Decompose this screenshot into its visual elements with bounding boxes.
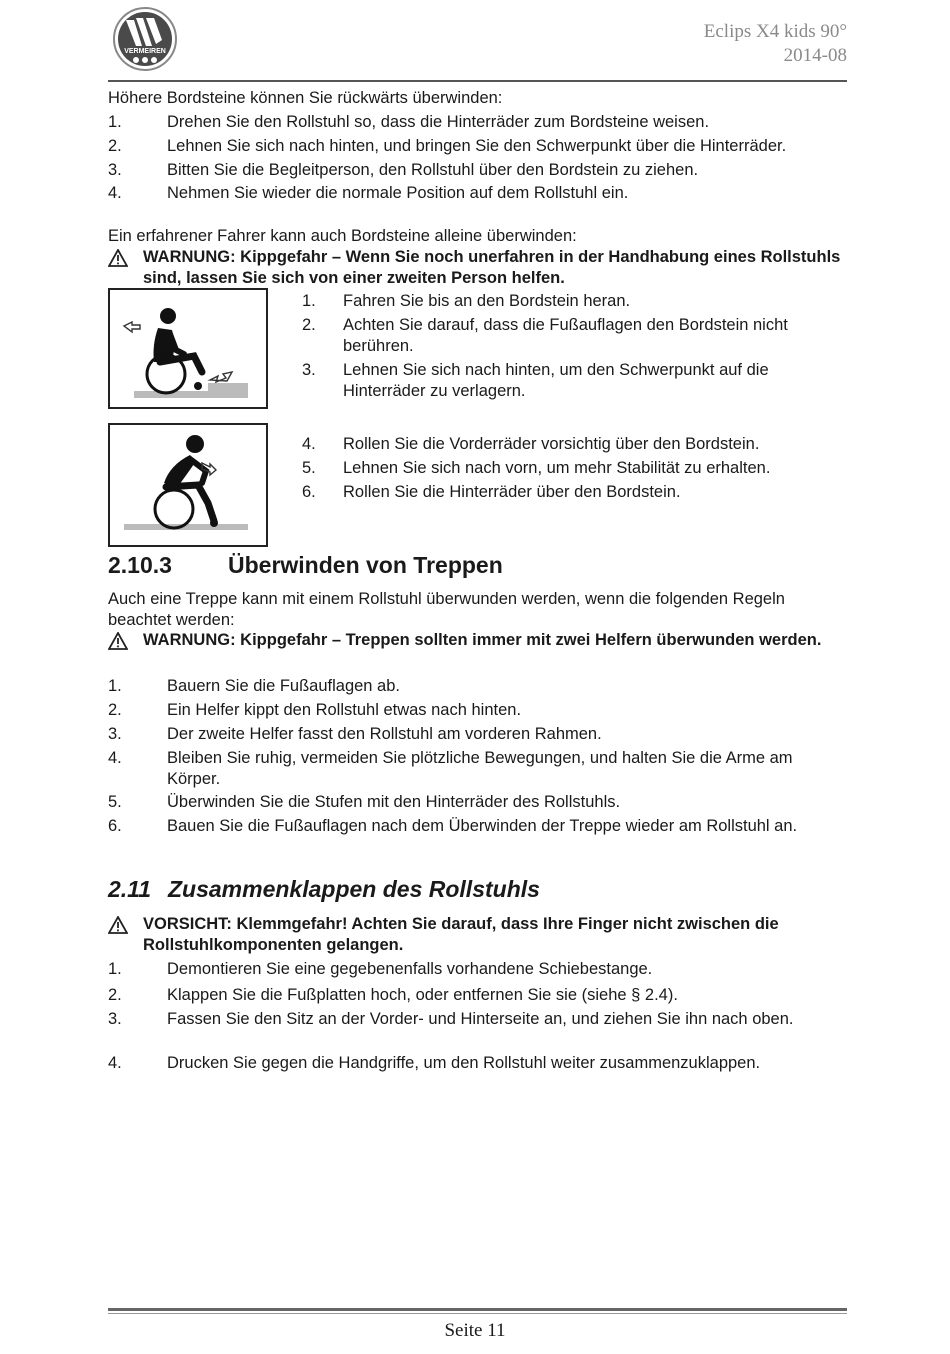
step-text: Lehnen Sie sich nach hinten, um den Schwerpunkt auf die Hinterräder zu verlagern.	[343, 361, 769, 400]
svg-text:VERMEIREN: VERMEIREN	[124, 48, 166, 55]
section-number: 2.10.3	[108, 552, 172, 578]
curbs-backwards-intro: Höhere Bordsteine können Sie rückwärts überwinden:	[108, 89, 503, 107]
step-number: 2.	[108, 986, 122, 1004]
step-text: Bauern Sie die Fußauflagen ab.	[167, 677, 400, 695]
figure-wheelchair-tilt-back	[108, 288, 268, 409]
header-rule	[108, 80, 847, 82]
doc-date: 2014-08	[783, 45, 847, 66]
step-number: 2.	[108, 137, 122, 155]
step-number: 2.	[302, 316, 316, 334]
step-number: 1.	[108, 677, 122, 695]
step-text: Rollen Sie die Hinterräder über den Bordstein.	[343, 483, 681, 501]
step-number: 5.	[302, 459, 316, 477]
step-text: Nehmen Sie wieder die normale Position auf dem Rollstuhl ein.	[167, 184, 629, 202]
section-number: 2.11	[108, 876, 152, 902]
document-header	[547, 20, 847, 68]
step-text: Drehen Sie den Rollstuhl so, dass die Hinterräder zum Bordsteine weisen.	[167, 113, 710, 131]
step-text: Lehnen Sie sich nach hinten, und bringen Sie den Schwerpunkt über die Hinterräder.	[167, 137, 787, 155]
step-text: Demontieren Sie eine gegebenenfalls vorhandene Schiebestange.	[167, 960, 653, 978]
step-number: 6.	[108, 817, 122, 835]
step-number: 3.	[108, 161, 122, 179]
page-number: Seite 11	[444, 1320, 506, 1341]
warning-text: WARNUNG: Kippgefahr – Wenn Sie noch unerfahren in der Handhabung eines Rollstuhls sind, lassen Sie sich von einer zweiten Person helfen.	[143, 248, 841, 287]
step-number: 4.	[108, 1054, 122, 1072]
step-number: 6.	[302, 483, 316, 501]
step-text: Rollen Sie die Vorderräder vorsichtig über den Bordstein.	[343, 435, 760, 453]
step-text: Überwinden Sie die Stufen mit den Hinterräder des Rollstuhls.	[167, 793, 621, 811]
step-text: Fassen Sie den Sitz an der Vorder- und Hinterseite an, und ziehen Sie ihn nach oben.	[167, 1010, 794, 1028]
step-text: Drucken Sie gegen die Handgriffe, um den Rollstuhl weiter zusammenzuklappen.	[167, 1054, 761, 1072]
step-number: 3.	[302, 361, 316, 379]
warning-icon	[108, 916, 128, 934]
step-number: 1.	[108, 113, 122, 131]
step-text: Lehnen Sie sich nach vorn, um mehr Stabilität zu erhalten.	[343, 459, 771, 477]
step-text: Ein Helfer kippt den Rollstuhl etwas nach hinten.	[167, 701, 522, 719]
section-title: Überwinden von Treppen	[228, 552, 503, 578]
warning-icon	[108, 632, 128, 650]
step-number: 5.	[108, 793, 122, 811]
step-number: 1.	[302, 292, 316, 310]
step-text: Bitten Sie die Begleitperson, den Rollstuhl über den Bordstein zu ziehen.	[167, 161, 699, 179]
step-text: Achten Sie darauf, dass die Fußauflagen den Bordstein nicht berühren.	[343, 316, 788, 355]
section-title: Zusammenklappen des Rollstuhls	[168, 876, 540, 902]
step-text: Der zweite Helfer fasst den Rollstuhl am vorderen Rahmen.	[167, 725, 602, 743]
step-number: 4.	[302, 435, 316, 453]
footer-rule	[108, 1308, 847, 1311]
warning-icon	[108, 249, 128, 267]
step-text: Bauen Sie die Fußauflagen nach dem Überwinden der Treppe wieder am Rollstuhl an.	[167, 817, 798, 835]
doc-title: Eclips X4 kids 90°	[703, 21, 847, 42]
caution-text: VORSICHT: Klemmgefahr! Achten Sie darauf, dass Ihre Finger nicht zwischen die Rollstuhlkomponenten gelangen.	[143, 915, 779, 954]
step-number: 2.	[108, 701, 122, 719]
vermeiren-logo	[112, 6, 178, 72]
stairs-intro: Auch eine Treppe kann mit einem Rollstuhl überwunden werden, wenn die folgenden Regeln beachtet werden:	[108, 590, 785, 629]
step-number: 1.	[108, 960, 122, 978]
curbs-alone-intro: Ein erfahrener Fahrer kann auch Bordsteine alleine überwinden:	[108, 227, 577, 245]
figure-wheelchair-lean-forward	[108, 423, 268, 547]
step-text: Bleiben Sie ruhig, vermeiden Sie plötzliche Bewegungen, und halten Sie die Arme am Körper.	[167, 749, 793, 788]
step-number: 4.	[108, 749, 122, 767]
step-number: 3.	[108, 1010, 122, 1028]
step-text: Fahren Sie bis an den Bordstein heran.	[343, 292, 631, 310]
step-number: 4.	[108, 184, 122, 202]
step-text: Klappen Sie die Fußplatten hoch, oder entfernen Sie sie (siehe § 2.4).	[167, 986, 678, 1004]
footer-rule-thin	[108, 1313, 847, 1314]
warning-text: WARNUNG: Kippgefahr – Treppen sollten immer mit zwei Helfern überwunden werden.	[143, 631, 822, 649]
step-number: 3.	[108, 725, 122, 743]
